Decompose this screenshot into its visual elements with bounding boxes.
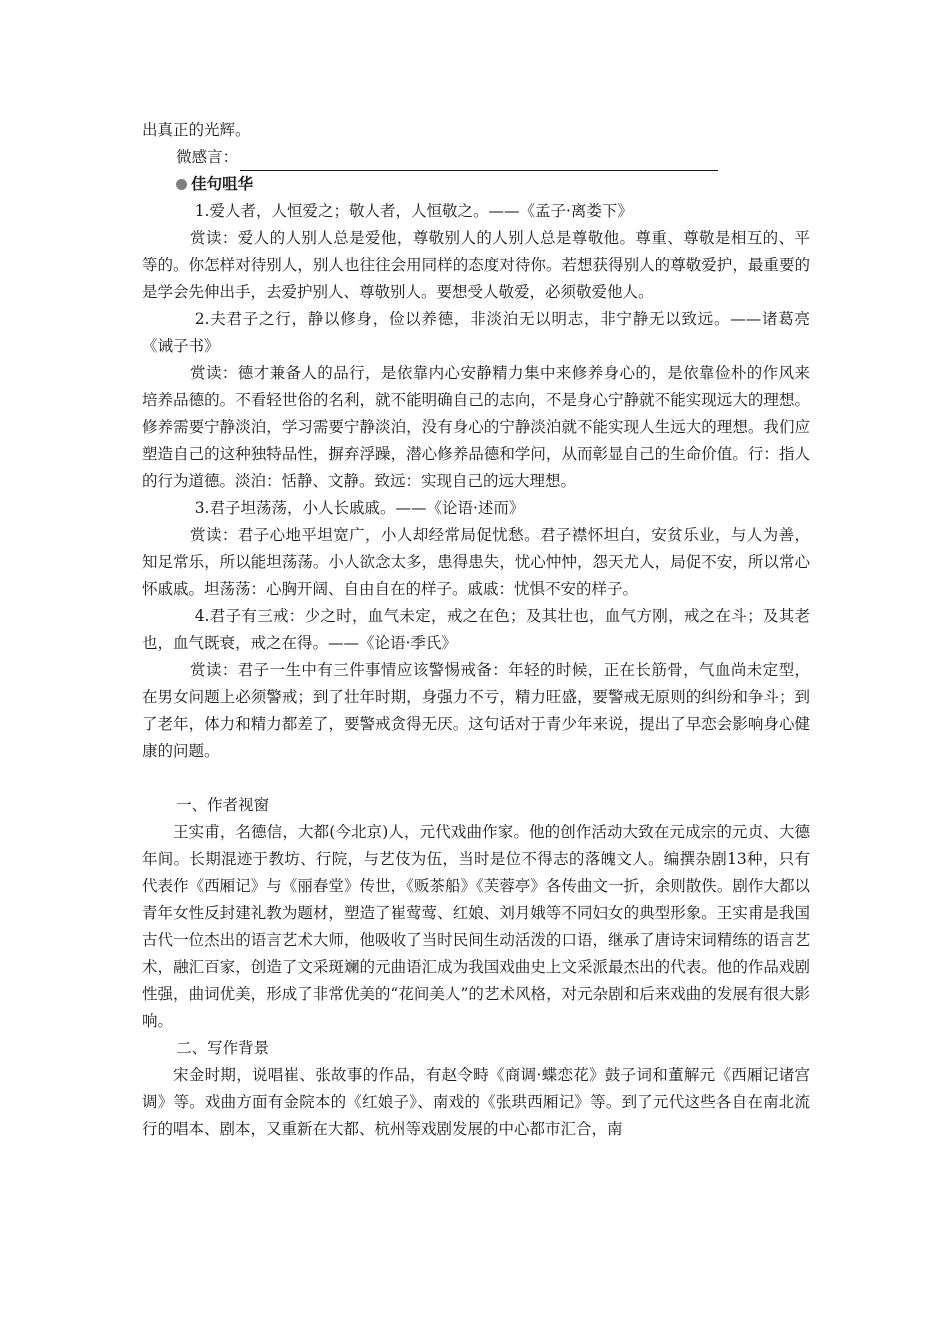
author-heading: 一、作者视窗 xyxy=(176,796,270,814)
comment-2: 赏读：德才兼备人的品行，是依靠内心安静精力集中来修养身心的，是依靠俭朴的作风来培养品德的。不看轻世俗的名利，就不能明确自己的志向，不是身心宁静就不能实现远大的理想。修养需要宁静淡泊，学习需要宁静淡泊，没有身心的宁静淡泊就不能实现人生远大的理想。我们应塑造自己的这种独特品性，摒弃浮躁，潜心修养品德和学问，从而彰显自己的生命价值。行：指人的行为道德。淡泊：恬静、文静。致远：实现自己的远大理想。 xyxy=(142,364,810,490)
comment-4: 赏读：君子一生中有三件事情应该警惕戒备：年轻的时候，正在长筋骨，气血尚未定型，在男女问题上必须警戒；到了壮年时期，身强力不亏，精力旺盛，要警戒无原则的纠纷和争斗；到了老年，体力和精力都差了，要警戒贪得无厌。这句话对于青少年来说，提出了早恋会影响身心健康的问题。 xyxy=(142,661,810,760)
intro-tail: 出真正的光辉。 xyxy=(142,121,251,139)
reflection-blank-line xyxy=(240,150,718,171)
quote-4: 4.君子有三戒：少之时，血气未定，戒之在色；及其壮也，血气方刚，戒之在斗；及其老也，血气既衰，戒之在得。——《论语·季氏》 xyxy=(142,607,810,652)
background-body: 宋金时期，说唱崔、张故事的作品，有赵令畤《商调·蝶恋花》鼓子词和董解元《西厢记诸宫调》等。戏曲方面有金院本的《红娘子》、南戏的《张珙西厢记》等。到了元代这些各自在南北流行的唱本、剧本，又重新在大都、杭州等戏剧发展的中心都市汇合，南 xyxy=(142,1066,810,1138)
bullet-dot-icon xyxy=(176,179,187,190)
reflection-label: 微感言： xyxy=(176,148,239,166)
comment-3: 赏读：君子心地平坦宽广，小人却经常局促忧愁。君子襟怀坦白，安贫乐业，与人为善，知足常乐，所以能坦荡荡。小人欲念太多，患得患失，忧心忡忡，怨天尤人，局促不安，所以常心怀戚戚。坦荡荡：心胸开阔、自由自在的样子。戚戚：忧惧不安的样子。 xyxy=(142,526,810,598)
reflection-row xyxy=(142,144,810,171)
quote-2: 2.夫君子之行，静以修身，俭以养德，非淡泊无以明志，非宁静无以致远。——诸葛亮《诫子书》 xyxy=(142,310,810,355)
document-page xyxy=(142,117,810,1143)
author-body: 王实甫，名德信，大都(今北京)人，元代戏曲作家。他的创作活动大致在元成宗的元贞、大德年间。长期混迹于教坊、行院，与艺伎为伍，当时是位不得志的落魄文人。编撰杂剧13种，只有代表作《西厢记》与《丽春堂》传世，《贩茶船》《芙蓉亭》各传曲文一折，余则散佚。剧作大都以青年女性反封建礼教为题材，塑造了崔莺莺、红娘、刘月娥等不同妇女的典型形象。王实甫是我国古代一位杰出的语言艺术大师，他吸收了当时民间生动活泼的口语，继承了唐诗宋词精练的语言艺术，融汇百家，创造了文采斑斓的元曲语汇成为我国戏曲史上文采派最杰出的代表。他的作品戏剧性强，曲词优美，形成了非常优美的“花间美人”的艺术风格，对元杂剧和后来戏曲的发展有很大影响。 xyxy=(142,823,810,1030)
section-heading xyxy=(142,171,810,198)
section-title: 佳句咀华 xyxy=(191,175,254,193)
section-spacer xyxy=(142,765,810,792)
comment-1: 赏读：爱人的人别人总是爱他，尊敬别人的人别人总是尊敬他。尊重、尊敬是相互的、平等的。你怎样对待别人，别人也往往会用同样的态度对待你。若想获得别人的尊敬爱护，最重要的是学会先伸出手，去爱护别人、尊敬别人。要想受人敬爱，必须敬爱他人。 xyxy=(142,229,810,301)
quote-1: 1.爱人者，人恒爱之；敬人者，人恒敬之。——《孟子·离娄下》 xyxy=(194,202,633,220)
background-heading: 二、写作背景 xyxy=(176,1039,270,1057)
quote-3: 3.君子坦荡荡，小人长戚戚。——《论语·述而》 xyxy=(194,499,525,517)
